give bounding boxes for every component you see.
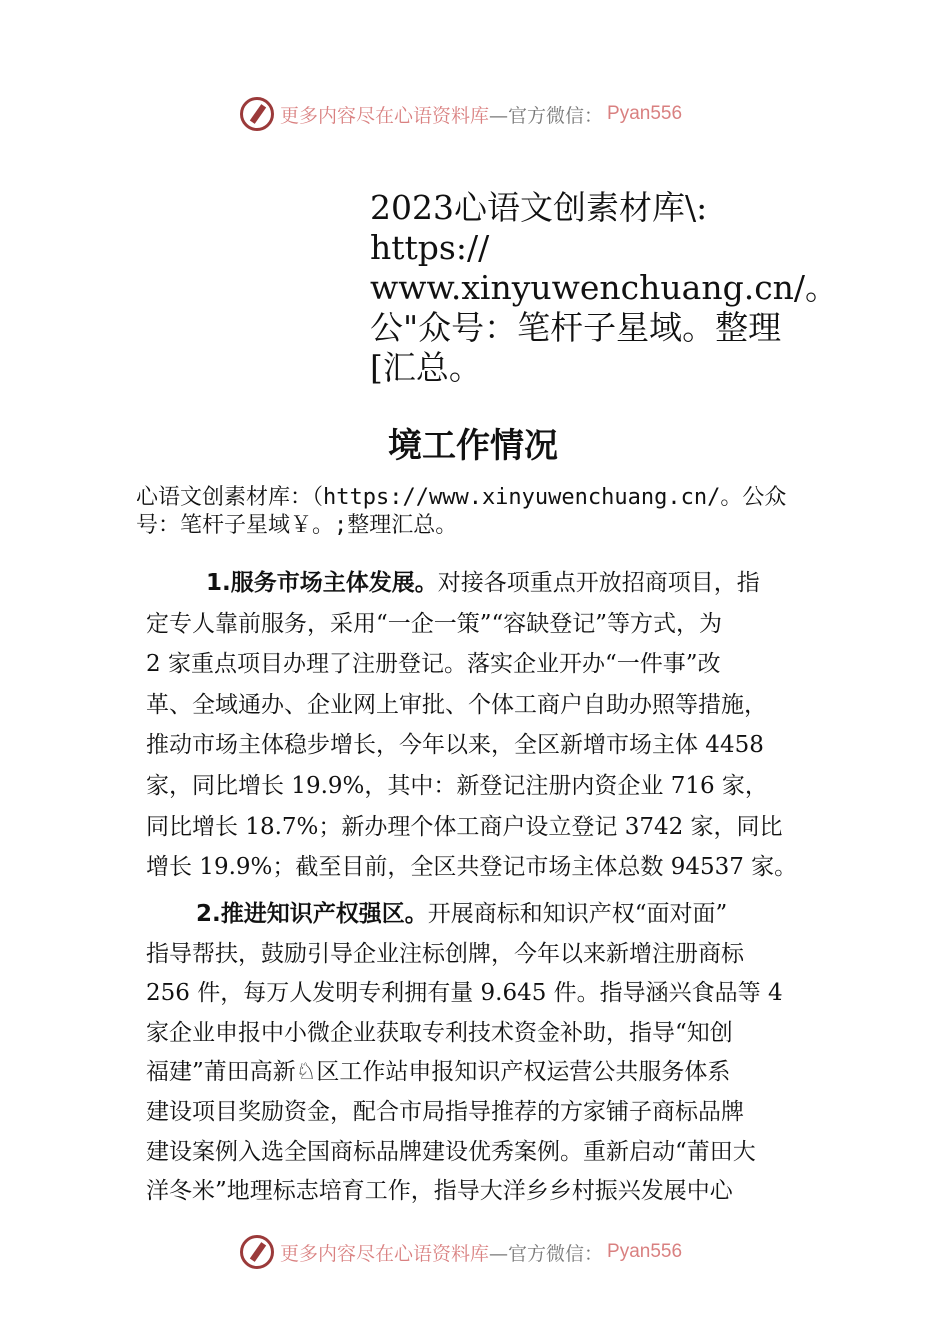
text-line: 建设项目奖励资金，配合市局指导推荐的方家铺子商标品牌 xyxy=(146,1098,744,1125)
page-title: 境工作情况 xyxy=(388,426,558,466)
watermark-label: —官方微信： xyxy=(489,1242,604,1265)
watermark-text: 更多内容尽在心语资料库 xyxy=(280,1242,490,1265)
text-line: 同比增长 18.7%；新办理个体工商户设立登记 3742 家，同比 xyxy=(146,813,783,840)
watermark-label: —官方微信： xyxy=(489,104,604,127)
text-line: 256 件，每万人发明专利拥有量 9.645 件。指导涵兴食品等 4 xyxy=(146,980,783,1007)
stamp-line: https:// xyxy=(370,228,490,267)
source-line: 心语文创素材库：（https://www.xinyuwenchuang.cn/。公众 xyxy=(136,485,787,510)
text-line: 家企业申报中小微企业获取专利技术资金补助，指导“知创 xyxy=(146,1019,733,1046)
quill-logo-icon xyxy=(240,97,274,131)
text-line: 对接各项重点开放招商项目，指 xyxy=(437,570,760,596)
quill-logo-icon xyxy=(240,1235,274,1269)
text-line: 指导帮扶，鼓励引导企业注标创牌，今年以来新增注册商标 xyxy=(146,940,744,967)
header-watermark xyxy=(240,97,682,131)
text-line: 洋冬米”地理标志培育工作，指导大洋乡乡村振兴发展中心 xyxy=(146,1178,733,1205)
text-line: 建设案例入选全国商标品牌建设优秀案例。重新启动“莆田大 xyxy=(146,1138,756,1165)
text-line: 家，同比增长 19.9%，其中：新登记注册内资企业 716 家， xyxy=(146,772,768,799)
paragraph-market-entities xyxy=(146,563,797,888)
text-line: 定专人靠前服务，采用“一企一策”“容缺登记”等方式，为 xyxy=(146,610,723,637)
source-note xyxy=(136,484,786,540)
text-line: 福建”莆田高新♘区工作站申报知识产权运营公共服务体系 xyxy=(146,1059,731,1086)
text-line: 增长 19.9%；截至目前，全区共登记市场主体总数 94537 家。 xyxy=(146,854,798,881)
paragraph-heading: 1.服务市场主体发展。 xyxy=(206,570,438,596)
wechat-id: Pyan556 xyxy=(607,1241,683,1262)
watermark-text: 更多内容尽在心语资料库 xyxy=(280,104,490,127)
stamp-line: [汇总。 xyxy=(370,348,482,387)
wechat-id: Pyan556 xyxy=(607,103,683,124)
stamp-line: 2023心语文创素材库\: xyxy=(370,188,708,227)
paragraph-ip xyxy=(146,895,783,1212)
source-stamp xyxy=(370,188,838,388)
stamp-line: www.xinyuwenchuang.cn/。 xyxy=(370,268,839,307)
source-line: 号：笔杆子星域￥。;整理汇总。 xyxy=(136,513,458,538)
paragraph-heading: 2.推进知识产权强区。 xyxy=(196,901,428,927)
text-line: 开展商标和知识产权“面对面” xyxy=(427,901,728,927)
text-line: 2 家重点项目办理了注册登记。落实企业开办“一件事”改 xyxy=(146,651,721,678)
text-line: 推动市场主体稳步增长，今年以来，全区新增市场主体 4458 xyxy=(146,732,764,759)
footer-watermark xyxy=(240,1235,682,1269)
stamp-line: 公"众号：笔杆子星域。整理 xyxy=(370,308,782,347)
text-line: 革、全域通办、企业网上审批、个体工商户自助办照等措施， xyxy=(146,691,767,718)
